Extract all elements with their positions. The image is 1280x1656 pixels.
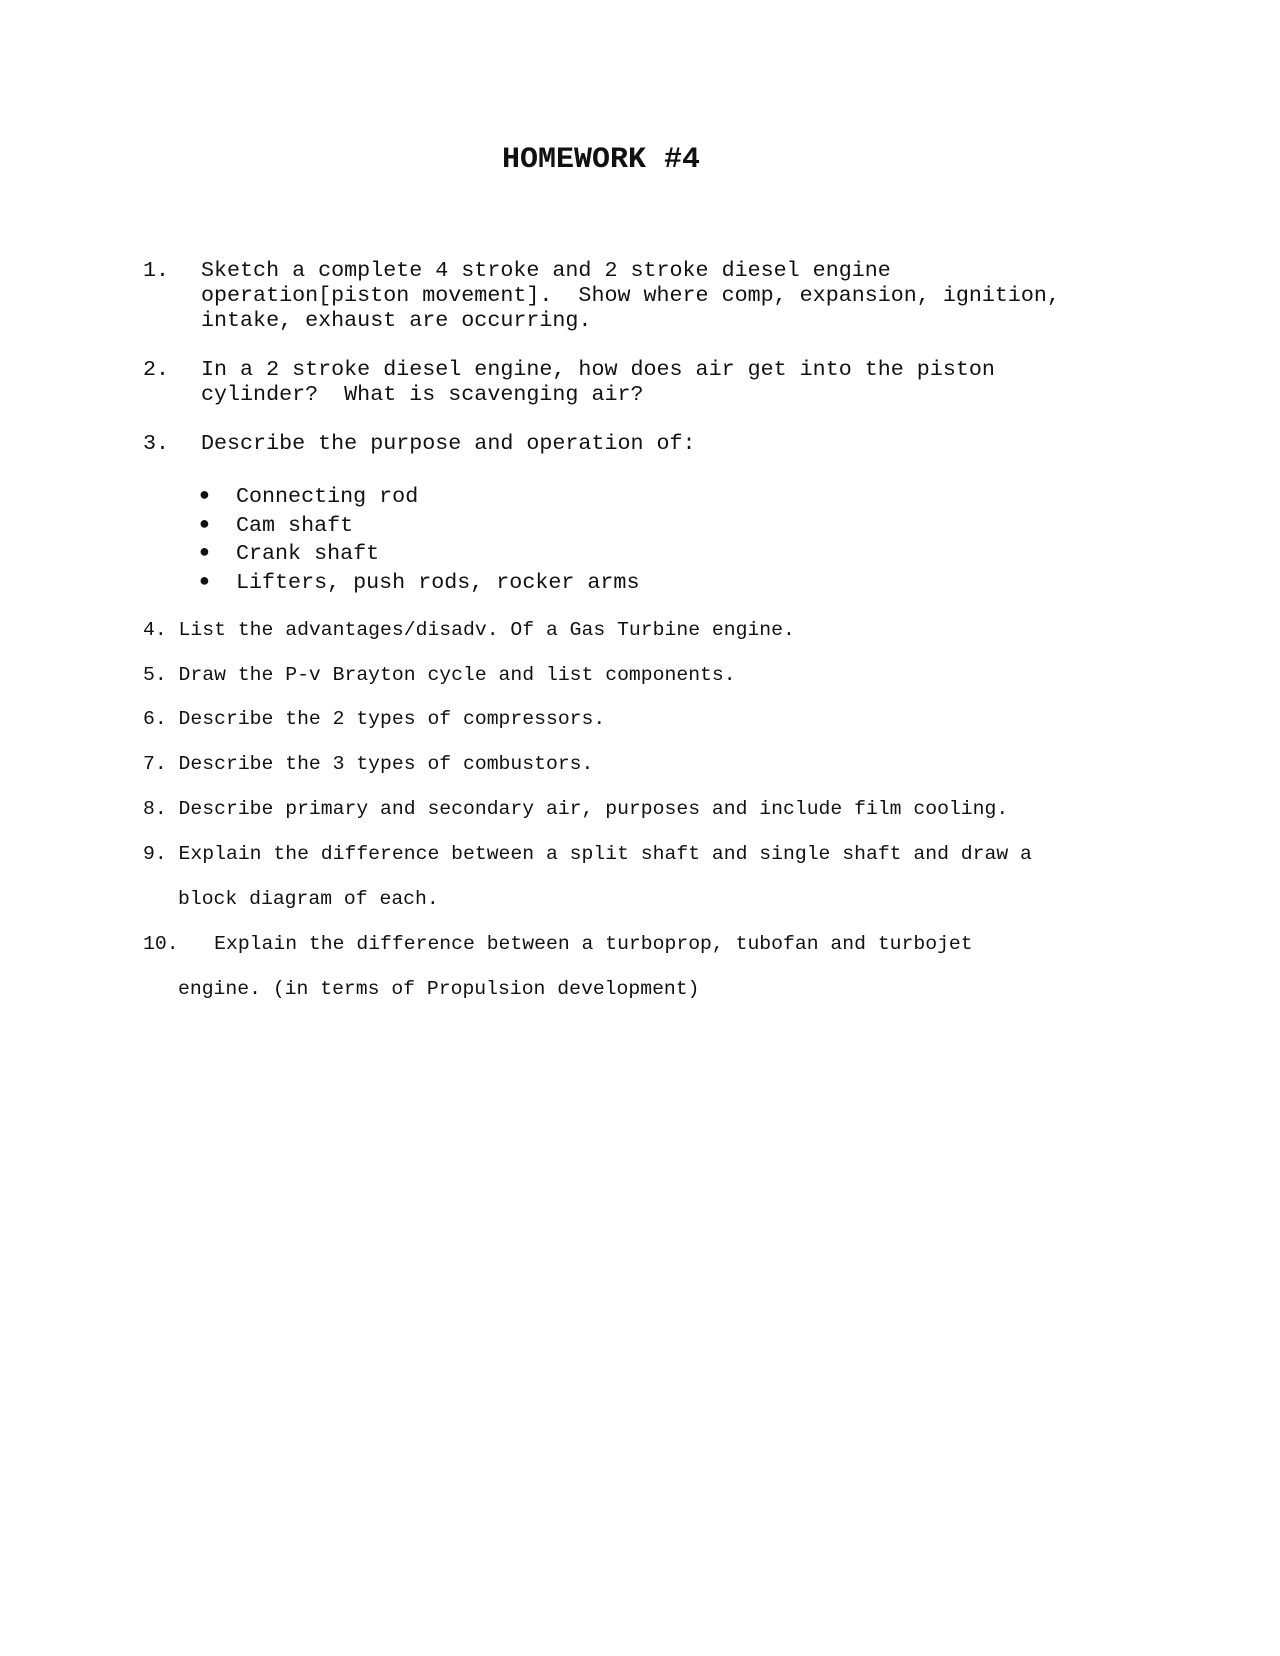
item-4: 4. List the advantages/disadv. Of a Gas Turbine engine.: [143, 619, 795, 641]
item-1-line-2: operation[piston movement]. Show where comp, expansion, ignition,: [201, 283, 1060, 308]
item-2-line-1: In a 2 stroke diesel engine, how does air get into the piston: [201, 357, 995, 382]
item-10: 10. Explain the difference between a turboprop, tubofan and turbojet: [143, 933, 973, 955]
bullet-icon: ●: [199, 572, 210, 592]
item-1-line-3: intake, exhaust are occurring.: [201, 308, 592, 333]
item-5: 5. Draw the P-v Brayton cycle and list components.: [143, 664, 736, 686]
item-1-number: 1.: [143, 258, 170, 283]
bullet-icon: ●: [199, 543, 210, 563]
item-8: 8. Describe primary and secondary air, purposes and include film cooling.: [143, 798, 1009, 820]
page-title: HOMEWORK #4: [502, 143, 701, 177]
bullet-item: Cam shaft: [236, 513, 354, 538]
item-3-number: 3.: [143, 431, 170, 456]
bullet-icon: ●: [199, 486, 210, 506]
bullet-item: Connecting rod: [236, 484, 419, 509]
item-6: 6. Describe the 2 types of compressors.: [143, 708, 606, 730]
item-7: 7. Describe the 3 types of combustors.: [143, 753, 594, 775]
item-10-continuation: engine. (in terms of Propulsion development): [178, 978, 700, 1000]
item-3-line-1: Describe the purpose and operation of:: [201, 431, 696, 456]
bullet-item: Crank shaft: [236, 541, 380, 566]
bullet-item: Lifters, push rods, rocker arms: [236, 570, 640, 595]
item-9-continuation: block diagram of each.: [178, 888, 439, 910]
item-2-line-2: cylinder? What is scavenging air?: [201, 382, 644, 407]
item-1-line-1: Sketch a complete 4 stroke and 2 stroke diesel engine: [201, 258, 891, 283]
bullet-icon: ●: [199, 515, 210, 535]
item-2-number: 2.: [143, 357, 170, 382]
item-9: 9. Explain the difference between a split shaft and single shaft and draw a: [143, 843, 1032, 865]
